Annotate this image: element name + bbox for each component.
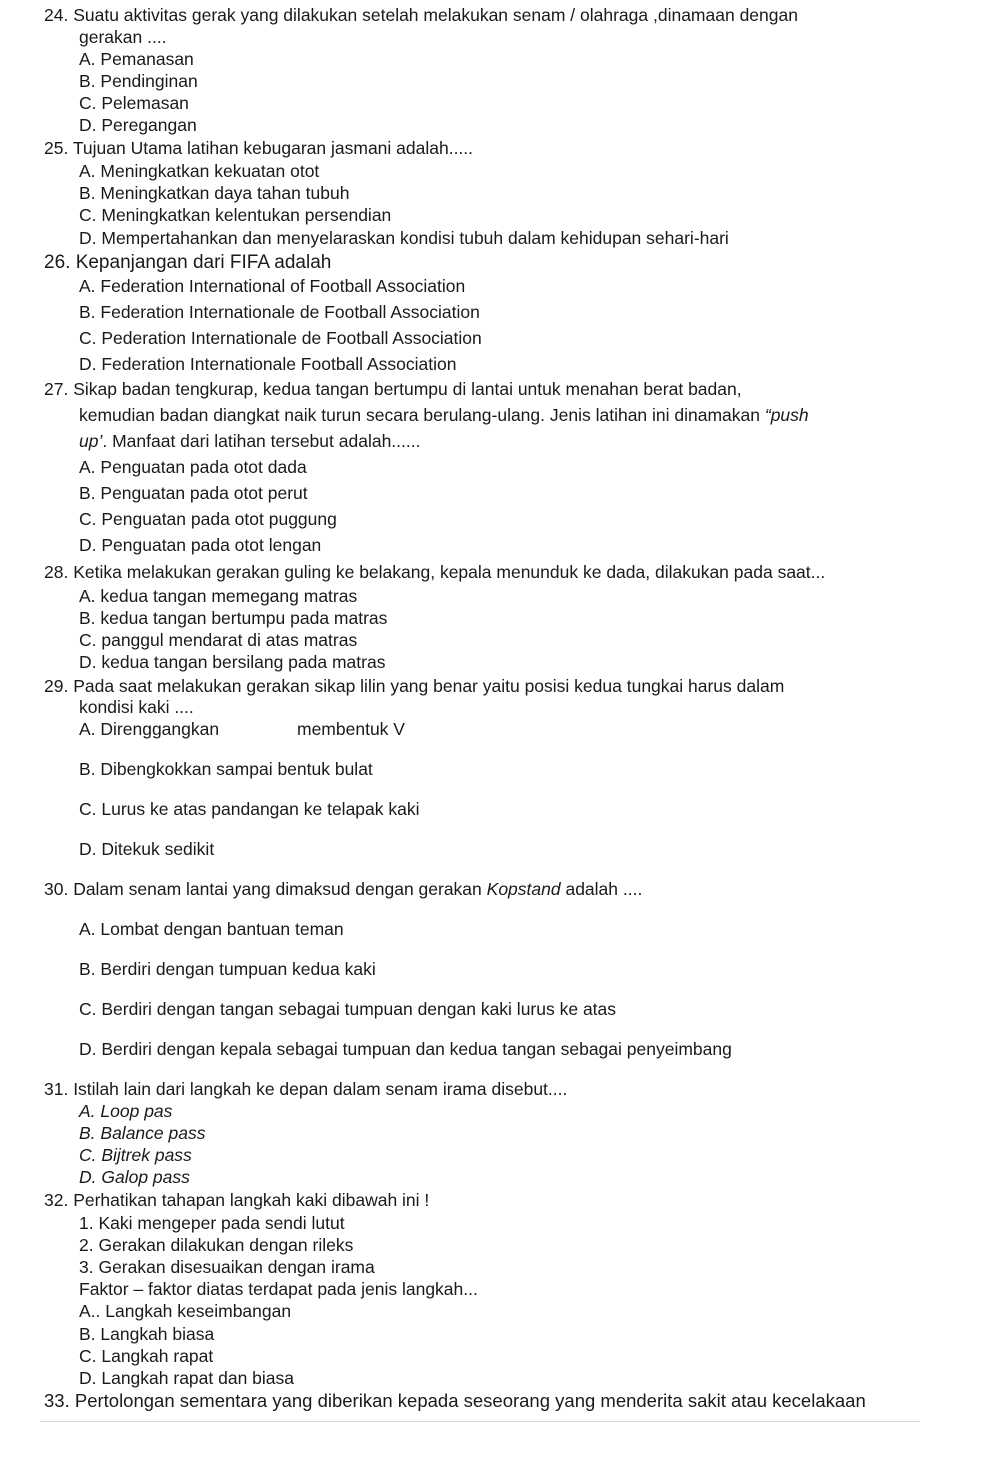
question-27-stem-line2 [79,404,809,426]
question-25-option-c: C. Meningkatkan kelentukan persendian [79,205,392,225]
question-24-option-a: A. Pemanasan [79,49,194,69]
question-24-option-d: D. Peregangan [79,115,197,135]
question-32-step-2: 2. Gerakan dilakukan dengan rileks [79,1235,354,1255]
question-27-term-push: “push [764,405,809,425]
question-28-option-b: B. kedua tangan bertumpu pada matras [79,608,388,628]
question-30-stem [44,878,642,900]
question-32-step-3: 3. Gerakan disesuaikan dengan irama [79,1257,375,1277]
question-29-option-b: B. Dibengkokkan sampai bentuk bulat [79,759,373,779]
question-28-option-c: C. panggul mendarat di atas matras [79,630,358,650]
question-30-stem-post: adalah .... [560,879,643,899]
question-27-stem-line3 [79,430,420,452]
question-25-option-b: B. Meningkatkan daya tahan tubuh [79,183,350,203]
question-32-step-1: 1. Kaki mengeper pada sendi lutut [79,1213,345,1233]
question-24-option-b: B. Pendinginan [79,71,198,91]
question-30-option-d: D. Berdiri dengan kepala sebagai tumpuan dan kedua tangan sebagai penyeimbang [79,1039,732,1059]
question-32-option-a: A.. Langkah keseimbangan [79,1301,292,1321]
question-24-stem-cont: gerakan .... [79,27,167,47]
question-29-option-a-extra: membentuk V [297,719,405,739]
question-30-stem-pre: 30. Dalam senam lantai yang dimaksud dengan gerakan [44,879,487,899]
question-26-option-d: D. Federation Internationale Football Association [79,354,457,374]
question-28-option-d: D. kedua tangan bersilang pada matras [79,652,386,672]
question-30-option-a: A. Lombat dengan bantuan teman [79,919,344,939]
question-31-option-d: D. Galop pass [79,1167,190,1187]
question-27-option-c: C. Penguatan pada otot puggung [79,509,337,529]
question-24-stem: 24. Suatu aktivitas gerak yang dilakukan setelah melakukan senam / olahraga ,dinamaan dengan [44,5,798,25]
question-30-option-c: C. Berdiri dengan tangan sebagai tumpuan dengan kaki lurus ke atas [79,999,617,1019]
question-25-stem: 25. Tujuan Utama latihan kebugaran jasmani adalah..... [44,138,474,158]
question-29-stem: 29. Pada saat melakukan gerakan sikap lilin yang benar yaitu posisi kedua tungkai harus dalam [44,676,785,696]
question-31-stem: 31. Istilah lain dari langkah ke depan dalam senam irama disebut.... [44,1079,568,1099]
question-33-stem: 33. Pertolongan sementara yang diberikan kepada seseorang yang menderita sakit atau kecelakaan [44,1390,866,1411]
question-32-stem: 32. Perhatikan tahapan langkah kaki dibawah ini ! [44,1190,430,1210]
question-26-stem: 26. Kepanjangan dari FIFA adalah [44,252,332,273]
question-29-option-a: A. Direnggangkan [79,719,220,739]
question-28-option-a: A. kedua tangan memegang matras [79,586,358,606]
question-31-option-b: B. Balance pass [79,1123,206,1143]
question-24-option-c: C. Pelemasan [79,93,189,113]
page-divider [40,1421,920,1422]
question-26-option-c: C. Pederation Internationale de Football Association [79,328,482,348]
question-26-option-b: B. Federation Internationale de Football Association [79,302,480,322]
question-31-option-c: C. Bijtrek pass [79,1145,192,1165]
question-32-option-d: D. Langkah rapat dan biasa [79,1368,295,1388]
question-26-option-a: A. Federation International of Football Association [79,276,466,296]
question-29-option-c: C. Lurus ke atas pandangan ke telapak kaki [79,799,420,819]
question-27-option-a: A. Penguatan pada otot dada [79,457,307,477]
question-28-stem: 28. Ketika melakukan gerakan guling ke belakang, kepala menunduk ke dada, dilakukan pada saat... [44,562,826,582]
question-25-option-d: D. Mempertahankan dan menyelaraskan kondisi tubuh dalam kehidupan sehari-hari [79,228,729,248]
question-27-option-d: D. Penguatan pada otot lengan [79,535,322,555]
question-27-option-b: B. Penguatan pada otot perut [79,483,308,503]
question-32-option-b: B. Langkah biasa [79,1324,215,1344]
question-27-stem: 27. Sikap badan tengkurap, kedua tangan bertumpu di lantai untuk menahan berat badan, [44,379,742,399]
question-30-option-b: B. Berdiri dengan tumpuan kedua kaki [79,959,376,979]
question-30-term-kopstand: Kopstand [486,879,561,899]
question-27-term-up: up’ [79,431,103,451]
question-32-option-c: C. Langkah rapat [79,1346,214,1366]
question-31-option-a: A. Loop pas [79,1101,173,1121]
question-27-stem-line3-text: . Manfaat dari latihan tersebut adalah...... [102,431,421,451]
question-29-stem-cont: kondisi kaki .... [79,697,194,717]
question-29-option-d: D. Ditekuk sedikit [79,839,215,859]
question-32-stem-cont: Faktor – faktor diatas terdapat pada jenis langkah... [79,1279,478,1299]
question-25-option-a: A. Meningkatkan kekuatan otot [79,161,320,181]
question-27-stem-line2-text: kemudian badan diangkat naik turun secara berulang-ulang. Jenis latihan ini dinamakan [79,405,765,425]
